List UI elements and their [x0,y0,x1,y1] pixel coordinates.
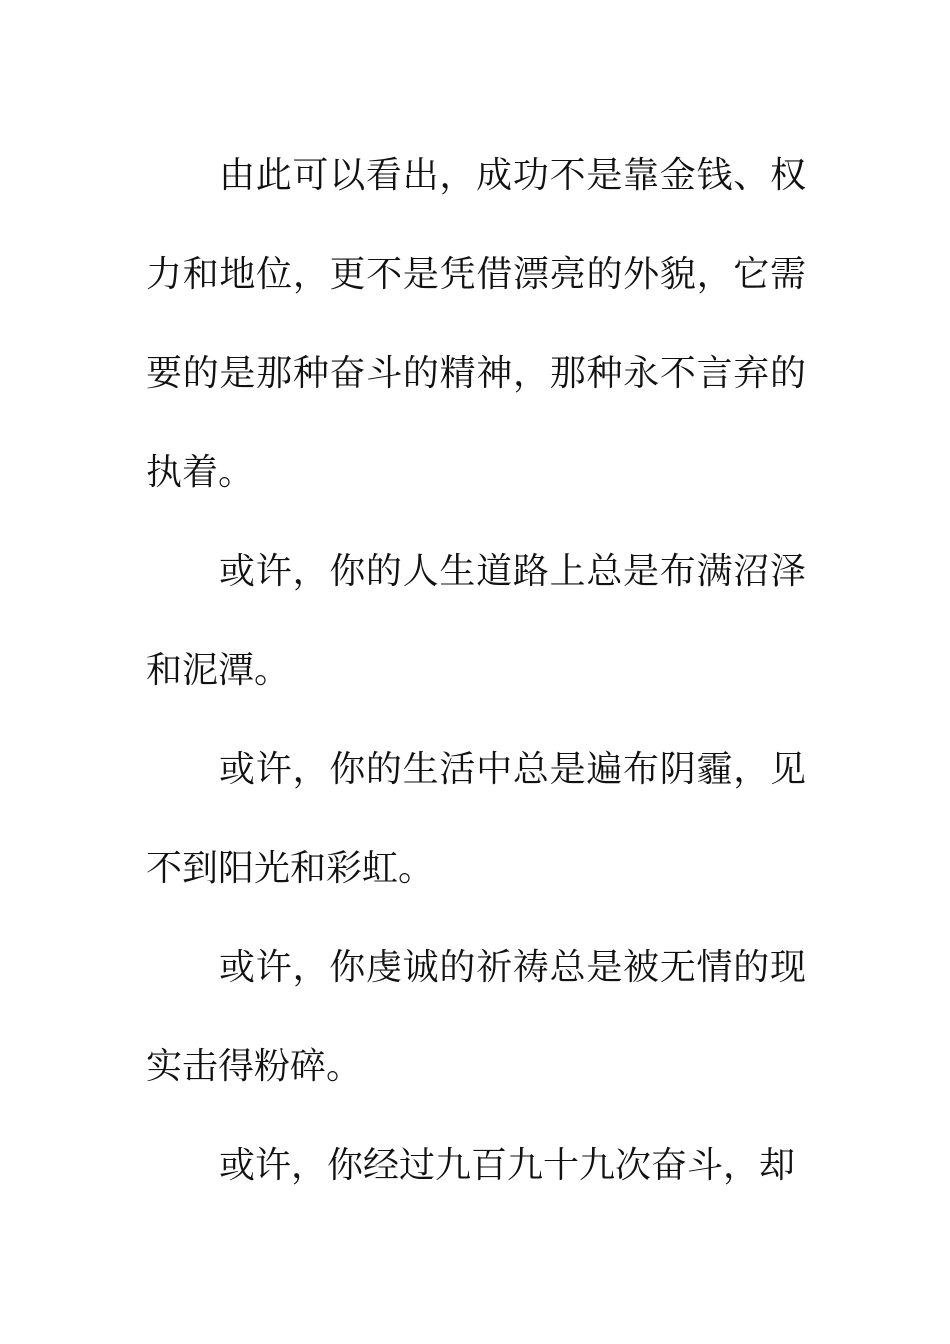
document-body [146,126,806,1215]
paragraph-2: 或许，你的人生道路上总是布满沼泽和泥潭。 [146,551,806,691]
paragraph-4: 或许，你虔诚的祈祷总是被无情的现实击得粉碎。 [146,947,806,1087]
paragraph-1: 由此可以看出，成功不是靠金钱、权力和地位，更不是凭借漂亮的外貌，它需要的是那种奋斗的精神，那种永不言弃的执着。 [146,155,806,493]
paragraph-5: 或许，你经过九百九十九次奋斗，却 [219,1145,796,1186]
paragraph-3: 或许，你的生活中总是遍布阴霾，见不到阳光和彩虹。 [146,749,806,889]
